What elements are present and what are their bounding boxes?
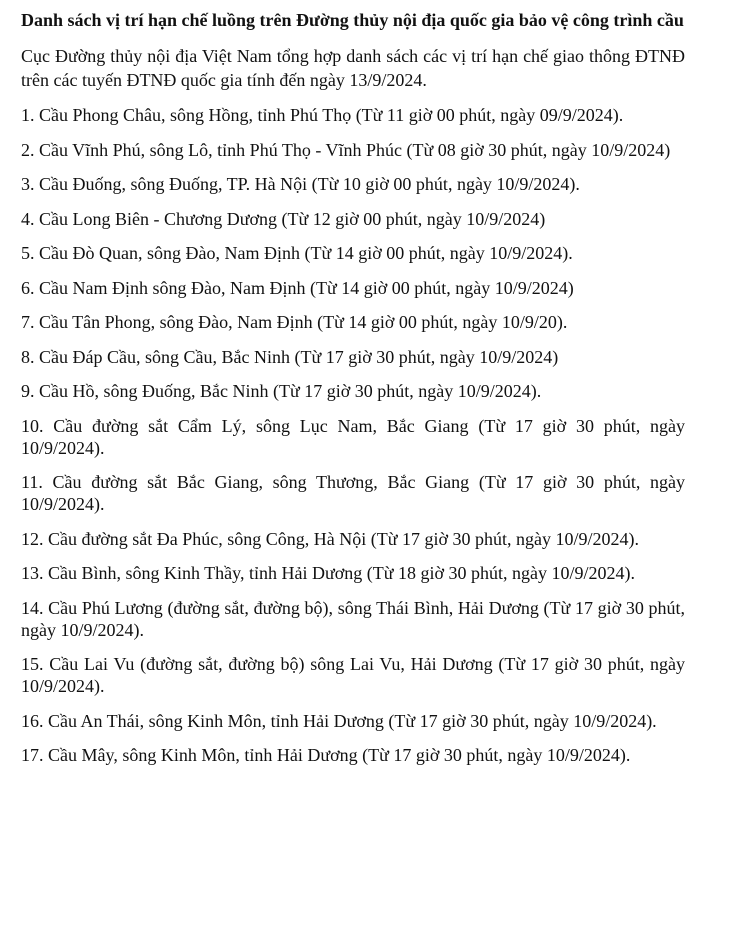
list-item: 15. Cầu Lai Vu (đường sắt, đường bộ) sông Lai Vu, Hải Dương (Từ 17 giờ 30 phút, ngày 10/9/2024). — [21, 654, 685, 696]
list-item: 7. Cầu Tân Phong, sông Đào, Nam Định (Từ 14 giờ 00 phút, ngày 10/9/20). — [21, 312, 568, 332]
document-intro: Cục Đường thủy nội địa Việt Nam tổng hợp danh sách các vị trí hạn chế giao thông ĐTNĐ trên các tuyến ĐTNĐ quốc gia tính đến ngày 13/9/2024. — [21, 46, 685, 90]
list-item: 6. Cầu Nam Định sông Đào, Nam Định (Từ 14 giờ 00 phút, ngày 10/9/2024) — [21, 277, 574, 298]
list-item: 16. Cầu An Thái, sông Kinh Môn, tỉnh Hải Dương (Từ 17 giờ 30 phút, ngày 10/9/2024). — [21, 710, 657, 731]
list-item: 1. Cầu Phong Châu, sông Hồng, tỉnh Phú Thọ (Từ 11 giờ 00 phút, ngày 09/9/2024). — [21, 105, 624, 125]
list-item: 17. Cầu Mây, sông Kinh Môn, tỉnh Hải Dương (Từ 17 giờ 30 phút, ngày 10/9/2024). — [21, 745, 631, 765]
list-item: 2. Cầu Vĩnh Phú, sông Lô, tỉnh Phú Thọ - Vĩnh Phúc (Từ 08 giờ 30 phút, ngày 10/9/2024) — [21, 139, 671, 160]
list-item: 4. Cầu Long Biên - Chương Dương (Từ 12 giờ 00 phút, ngày 10/9/2024) — [21, 208, 546, 229]
list-item: 9. Cầu Hồ, sông Đuống, Bắc Ninh (Từ 17 giờ 30 phút, ngày 10/9/2024). — [21, 381, 542, 401]
bridge-list — [21, 104, 685, 766]
list-item: 10. Cầu đường sắt Cẩm Lý, sông Lục Nam, Bắc Giang (Từ 17 giờ 30 phút, ngày 10/9/2024). — [21, 415, 685, 458]
document-title: Danh sách vị trí hạn chế luồng trên Đường thủy nội địa quốc gia bảo vệ công trình cầu — [21, 10, 684, 30]
document — [21, 8, 685, 779]
list-item: 11. Cầu đường sắt Bắc Giang, sông Thương, Bắc Giang (Từ 17 giờ 30 phút, ngày 10/9/2024). — [21, 472, 685, 514]
list-item: 3. Cầu Đuống, sông Đuống, TP. Hà Nội (Từ 10 giờ 00 phút, ngày 10/9/2024). — [21, 174, 580, 194]
list-item: 8. Cầu Đáp Cầu, sông Cầu, Bắc Ninh (Từ 17 giờ 30 phút, ngày 10/9/2024) — [21, 346, 559, 367]
list-item: 5. Cầu Đò Quan, sông Đào, Nam Định (Từ 14 giờ 00 phút, ngày 10/9/2024). — [21, 243, 573, 263]
list-item: 12. Cầu đường sắt Đa Phúc, sông Công, Hà Nội (Từ 17 giờ 30 phút, ngày 10/9/2024). — [21, 528, 640, 549]
list-item: 14. Cầu Phú Lương (đường sắt, đường bộ), sông Thái Bình, Hải Dương (Từ 17 giờ 30 phút, ngày 10/9/2024). — [21, 597, 685, 640]
list-item: 13. Cầu Bình, sông Kinh Thầy, tỉnh Hải Dương (Từ 18 giờ 30 phút, ngày 10/9/2024). — [21, 563, 636, 583]
